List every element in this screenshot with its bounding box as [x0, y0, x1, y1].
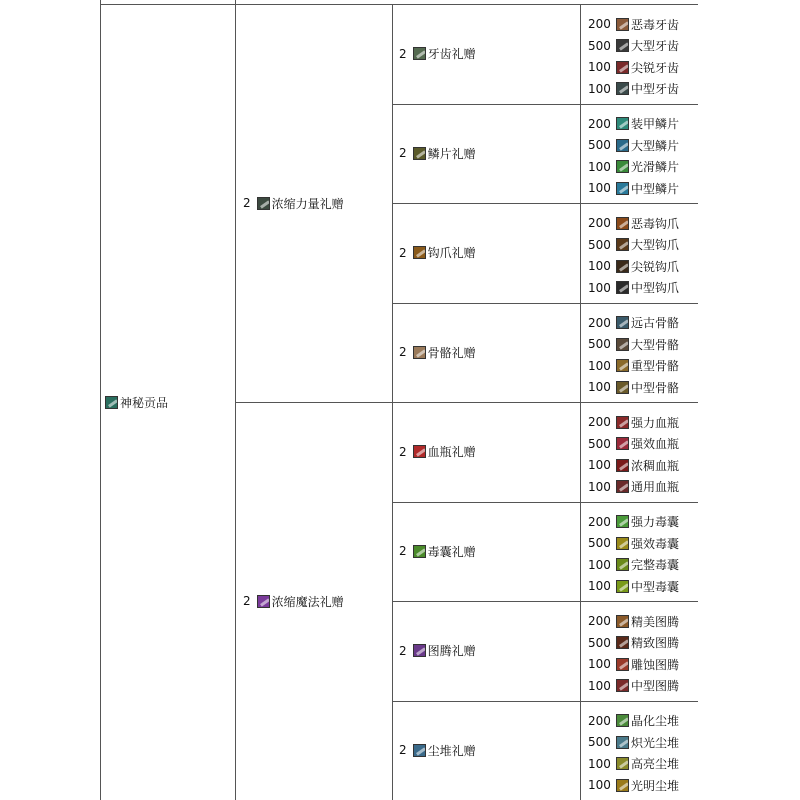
ingredient-label: 大型骨骼	[631, 337, 680, 352]
ingredient-qty: 100	[588, 557, 611, 572]
ingredient-label: 远古骨骼	[631, 316, 680, 330]
root-item	[105, 394, 168, 410]
ingredient-label: 中型钩爪	[631, 281, 680, 295]
purple-totem-icon	[413, 644, 426, 657]
gift-item	[399, 742, 476, 758]
vial-icon	[616, 480, 629, 493]
ingredient-label: 恶毒钩爪	[631, 216, 680, 231]
ingredient-row	[588, 16, 679, 32]
ingredient-row	[588, 678, 679, 694]
dust-icon	[616, 779, 629, 792]
bone-icon	[413, 346, 426, 359]
ingredient-row	[588, 578, 679, 594]
ingredient-qty: 100	[588, 380, 611, 394]
dust-icon	[616, 714, 629, 727]
gift-divider	[392, 104, 698, 105]
ingredient-qty: 100	[588, 81, 611, 96]
gift-divider	[392, 203, 698, 204]
ingredient-row	[588, 557, 679, 573]
ingredient-label: 光滑鳞片	[631, 160, 680, 174]
ingredient-row	[588, 379, 679, 395]
gift-divider	[392, 701, 698, 702]
olive-scale-icon	[413, 147, 426, 160]
claw-icon	[616, 281, 629, 294]
ingredient-qty: 100	[588, 756, 611, 771]
totem-icon	[616, 658, 629, 671]
totem-icon	[616, 679, 629, 692]
vial-icon	[616, 416, 629, 429]
ingredient-row	[588, 613, 679, 629]
sac-icon	[616, 537, 629, 550]
gift-item	[399, 145, 476, 161]
ingredient-label: 光明尘堆	[631, 778, 680, 793]
claw-icon	[616, 217, 629, 230]
ingredient-qty: 100	[588, 60, 611, 74]
gift-item-label: 尘堆礼赠	[427, 743, 476, 758]
ingredient-qty: 100	[588, 657, 611, 671]
ingredient-qty: 200	[588, 116, 611, 131]
gift-item-qty: 2	[399, 46, 407, 61]
ingredient-row	[588, 258, 679, 274]
gray-tooth-icon	[413, 47, 426, 60]
ingredient-qty: 100	[588, 280, 611, 295]
gift-item-label: 毒囊礼赠	[427, 544, 476, 559]
totem-icon	[616, 636, 629, 649]
ingredient-label: 强力血瓶	[631, 415, 680, 430]
vial-icon	[616, 437, 629, 450]
root-item-label: 神秘贡品	[120, 395, 169, 410]
purple-flask-icon	[257, 595, 270, 608]
claw-icon	[616, 238, 629, 251]
scale-icon	[616, 160, 629, 173]
ingredient-row	[588, 457, 679, 473]
gift-item-qty: 2	[399, 146, 407, 161]
row-divider	[100, 4, 698, 5]
ingredient-qty: 100	[588, 778, 611, 792]
gift-item-label: 骨骼礼赠	[427, 345, 476, 360]
ingredient-row	[588, 358, 679, 374]
gift-item	[399, 643, 476, 659]
ingredient-qty: 200	[588, 713, 611, 728]
ingredient-row	[588, 315, 679, 331]
ingredient-label: 尖锐钩爪	[631, 259, 680, 274]
ingredient-label: 大型牙齿	[631, 39, 680, 53]
ingredient-qty: 200	[588, 514, 611, 529]
tooth-icon	[616, 39, 629, 52]
gift-item-label: 鳞片礼赠	[427, 146, 476, 161]
ingredient-row	[588, 180, 679, 196]
ingredient-row	[588, 137, 679, 153]
scale-icon	[616, 117, 629, 130]
ingredient-label: 通用血瓶	[631, 480, 680, 494]
ingredient-label: 装甲鳞片	[631, 117, 680, 131]
ingredient-label: 高亮尘堆	[631, 757, 680, 771]
gift-divider	[392, 502, 698, 503]
ingredient-qty: 100	[588, 678, 611, 693]
ingredient-label: 强效毒囊	[631, 536, 680, 551]
sac-icon	[616, 515, 629, 528]
ingredient-row	[588, 59, 679, 75]
group-item-qty: 2	[243, 594, 251, 608]
ingredient-label: 中型骨骼	[631, 380, 680, 395]
gift-item-qty: 2	[399, 345, 407, 360]
ingredient-qty: 100	[588, 579, 611, 593]
ingredient-label: 完整毒囊	[631, 558, 680, 572]
ingredient-row	[588, 734, 679, 750]
ingredient-label: 精致图腾	[631, 636, 680, 650]
bone-icon	[616, 359, 629, 372]
ingredient-qty: 200	[588, 614, 611, 628]
vial-icon	[616, 459, 629, 472]
gift-item-qty: 2	[399, 245, 407, 260]
group-item-qty: 2	[243, 196, 251, 210]
group-item-label: 浓缩魔法礼赠	[271, 594, 344, 609]
ingredient-label: 雕蚀图腾	[631, 657, 680, 672]
ingredient-qty: 100	[588, 259, 611, 273]
ingredient-row	[588, 479, 679, 495]
group-item	[243, 195, 344, 211]
ingredient-label: 强效血瓶	[631, 437, 680, 451]
ingredient-label: 中型鳞片	[631, 181, 680, 196]
ingredient-qty: 100	[588, 358, 611, 373]
tooth-icon	[616, 61, 629, 74]
ingredient-row	[588, 635, 679, 651]
ingredient-qty: 100	[588, 479, 611, 494]
gift-item-qty: 2	[399, 444, 407, 459]
ingredient-label: 浓稠血瓶	[631, 458, 680, 473]
ingredient-label: 恶毒牙齿	[631, 17, 680, 32]
ingredient-qty: 200	[588, 415, 611, 429]
gift-item-label: 图腾礼赠	[427, 644, 476, 659]
ingredient-row	[588, 81, 679, 97]
group-item	[243, 593, 344, 609]
dust-icon	[616, 736, 629, 749]
column-divider	[235, 0, 236, 800]
ingredient-row	[588, 514, 679, 530]
tooth-icon	[616, 18, 629, 31]
ingredient-row	[588, 535, 679, 551]
gift-item	[399, 444, 476, 460]
ingredient-row	[588, 116, 679, 132]
ingredient-row	[588, 336, 679, 352]
dark-gray-crate-icon	[257, 197, 270, 210]
sac-icon	[616, 558, 629, 571]
ingredient-qty: 500	[588, 436, 611, 451]
teal-dust-icon	[105, 396, 118, 409]
claw-icon	[616, 260, 629, 273]
column-divider	[100, 0, 101, 800]
gift-item	[399, 543, 476, 559]
ingredient-qty: 500	[588, 138, 611, 152]
gift-item	[399, 344, 476, 360]
bone-icon	[616, 316, 629, 329]
gift-item-label: 血瓶礼赠	[427, 445, 476, 460]
ingredient-qty: 500	[588, 38, 611, 53]
gift-divider	[392, 601, 698, 602]
ingredient-row	[588, 414, 679, 430]
ingredient-row	[588, 713, 679, 729]
ingredient-row	[588, 159, 679, 175]
bone-icon	[616, 338, 629, 351]
ingredient-row	[588, 215, 679, 231]
group-divider	[235, 402, 698, 403]
ingredient-label: 重型骨骼	[631, 359, 680, 373]
ingredient-qty: 200	[588, 17, 611, 31]
ingredient-qty: 100	[588, 159, 611, 174]
ingredient-qty: 500	[588, 536, 611, 550]
ingredient-label: 强力毒囊	[631, 515, 680, 529]
dust-icon	[616, 757, 629, 770]
gift-item-qty: 2	[399, 743, 407, 758]
brown-claw-icon	[413, 246, 426, 259]
ingredient-qty: 100	[588, 458, 611, 472]
ingredient-qty: 200	[588, 216, 611, 230]
ingredient-label: 尖锐牙齿	[631, 60, 680, 75]
sac-icon	[616, 580, 629, 593]
ingredient-label: 大型鳞片	[631, 138, 680, 153]
ingredient-row	[588, 237, 679, 253]
ingredient-label: 精美图腾	[631, 614, 680, 629]
ingredient-row	[588, 656, 679, 672]
ingredient-label: 晶化尘堆	[631, 714, 680, 728]
ingredient-row	[588, 38, 679, 54]
group-item-label: 浓缩力量礼赠	[271, 196, 344, 211]
ingredient-label: 中型牙齿	[631, 82, 680, 96]
gift-item	[399, 245, 476, 261]
scale-icon	[616, 139, 629, 152]
gift-divider	[392, 303, 698, 304]
ingredient-row	[588, 280, 679, 296]
ingredient-qty: 500	[588, 237, 611, 252]
ingredient-row	[588, 756, 679, 772]
ingredient-label: 炽光尘堆	[631, 735, 680, 750]
tooth-icon	[616, 82, 629, 95]
ingredient-qty: 500	[588, 735, 611, 749]
ingredient-qty: 500	[588, 635, 611, 650]
ingredient-row	[588, 436, 679, 452]
gift-item	[399, 46, 476, 62]
ingredient-qty: 200	[588, 315, 611, 330]
ingredient-row	[588, 777, 679, 793]
red-vial-icon	[413, 445, 426, 458]
ingredient-label: 中型毒囊	[631, 579, 680, 594]
gift-item-qty: 2	[399, 544, 407, 559]
blue-dust-icon	[413, 744, 426, 757]
ingredient-qty: 500	[588, 337, 611, 351]
bone-icon	[616, 381, 629, 394]
gift-item-qty: 2	[399, 643, 407, 658]
totem-icon	[616, 615, 629, 628]
gift-item-label: 钩爪礼赠	[427, 246, 476, 261]
ingredient-qty: 100	[588, 181, 611, 195]
ingredient-label: 中型图腾	[631, 679, 680, 693]
green-sac-icon	[413, 545, 426, 558]
scale-icon	[616, 182, 629, 195]
ingredient-label: 大型钩爪	[631, 238, 680, 252]
gift-item-label: 牙齿礼赠	[427, 47, 476, 62]
